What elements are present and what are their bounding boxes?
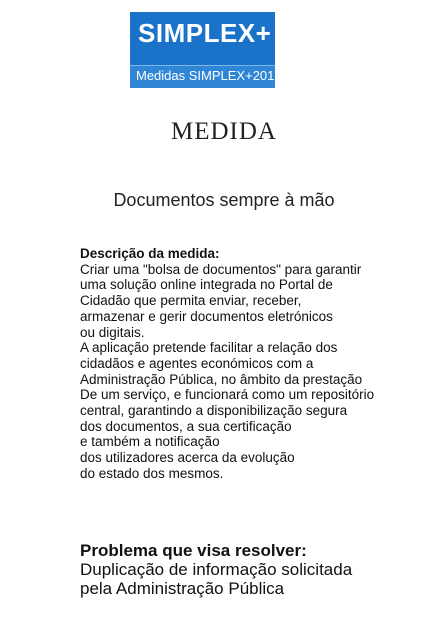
description-line: e também a notificação bbox=[80, 434, 220, 450]
description-line: Administração Pública, no âmbito da prestação bbox=[80, 371, 363, 387]
problem-line: pela Administração Pública bbox=[80, 579, 285, 598]
simplex-logo bbox=[130, 12, 282, 88]
description-line: dos utilizadores acerca da evolução bbox=[80, 450, 295, 466]
description-line: ou digitais. bbox=[80, 324, 145, 340]
description-line: Cidadão que permita enviar, receber, bbox=[80, 293, 302, 309]
measure-title: Documentos sempre à mão bbox=[113, 190, 335, 210]
problem-line: Duplicação de informação solicitada bbox=[80, 560, 353, 579]
logo-subtitle: Medidas SIMPLEX+2016 bbox=[136, 68, 282, 83]
description-section bbox=[80, 246, 430, 482]
description-line: Criar uma "bolsa de documentos" para garantir bbox=[80, 261, 362, 277]
description-label: Descrição da medida: bbox=[80, 246, 220, 261]
logo-band bbox=[130, 65, 282, 88]
description-line: uma solução online integrada no Portal de bbox=[80, 277, 333, 293]
description-line: A aplicação pretende facilitar a relação dos bbox=[80, 340, 338, 356]
logo-title: SIMPLEX+ bbox=[138, 18, 272, 48]
description-line: cidadãos e agentes económicos com a bbox=[80, 355, 314, 371]
problem-text bbox=[80, 560, 352, 598]
description-line: do estado dos mesmos. bbox=[80, 465, 224, 481]
description-line: armazenar e gerir documentos eletrónicos bbox=[80, 308, 333, 324]
description-line: De um serviço, e funcionará como um repositório bbox=[80, 387, 375, 403]
page-heading: MEDIDA bbox=[171, 118, 277, 145]
description-line: dos documentos, a sua certificação bbox=[80, 418, 292, 434]
description-line: central, garantindo a disponibilização segura bbox=[80, 403, 348, 419]
problem-label: Problema que visa resolver: bbox=[80, 541, 307, 560]
